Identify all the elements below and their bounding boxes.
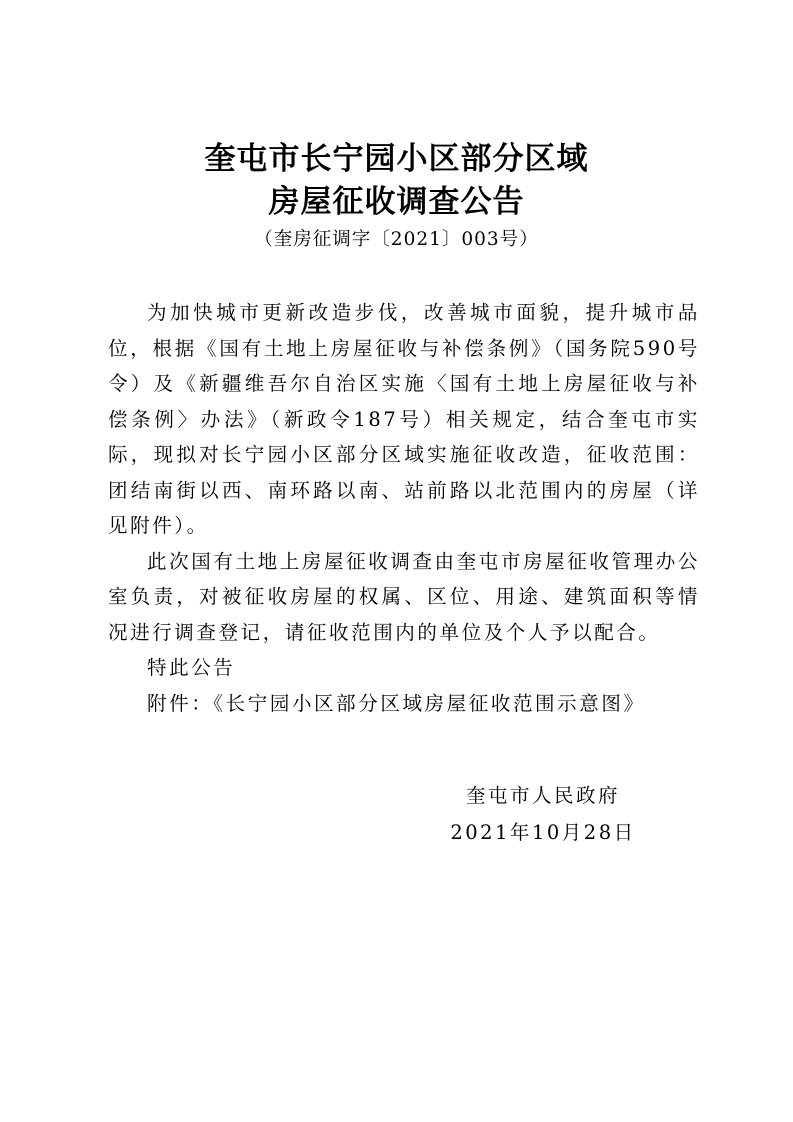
issuing-authority: 奎屯市人民政府 [465,784,620,807]
paragraph-attachment: 附件：《长宁园小区部分区域房屋征收范围示意图》 [147,691,646,715]
document-number: （奎房征调字〔2021〕003号） [254,229,539,250]
paragraph-survey: 此次国有土地上房屋征收调查由奎屯市房屋征收管理办公室负责，对被征收房屋的权属、区位、用途、建筑面积等情况进行调查登记，请征收范围内的单位及个人予以配合。 [108,549,700,644]
title-line-2: 房屋征收调查公告 [268,184,525,220]
announcement-body [108,295,700,721]
paragraph-closing: 特此公告 [147,656,236,679]
issue-date: 2021年10月28日 [450,821,636,844]
title-line-1: 奎屯市长宁园小区部分区域 [204,141,589,177]
paragraph-purpose: 为加快城市更新改造步伐，改善城市面貌，提升城市品位，根据《国有土地上房屋征收与补偿条例》（国务院590号令）及《新疆维吾尔自治区实施〈国有土地上房屋征收与补偿条例〉办法》（新政令187号）相关规定，结合奎屯市实际，现拟对长宁园小区部分区域实施征收改造，征收范围：团结南街以西、南环路以南、站前路以北范围内的房屋（详见附件）。 [108,301,700,537]
